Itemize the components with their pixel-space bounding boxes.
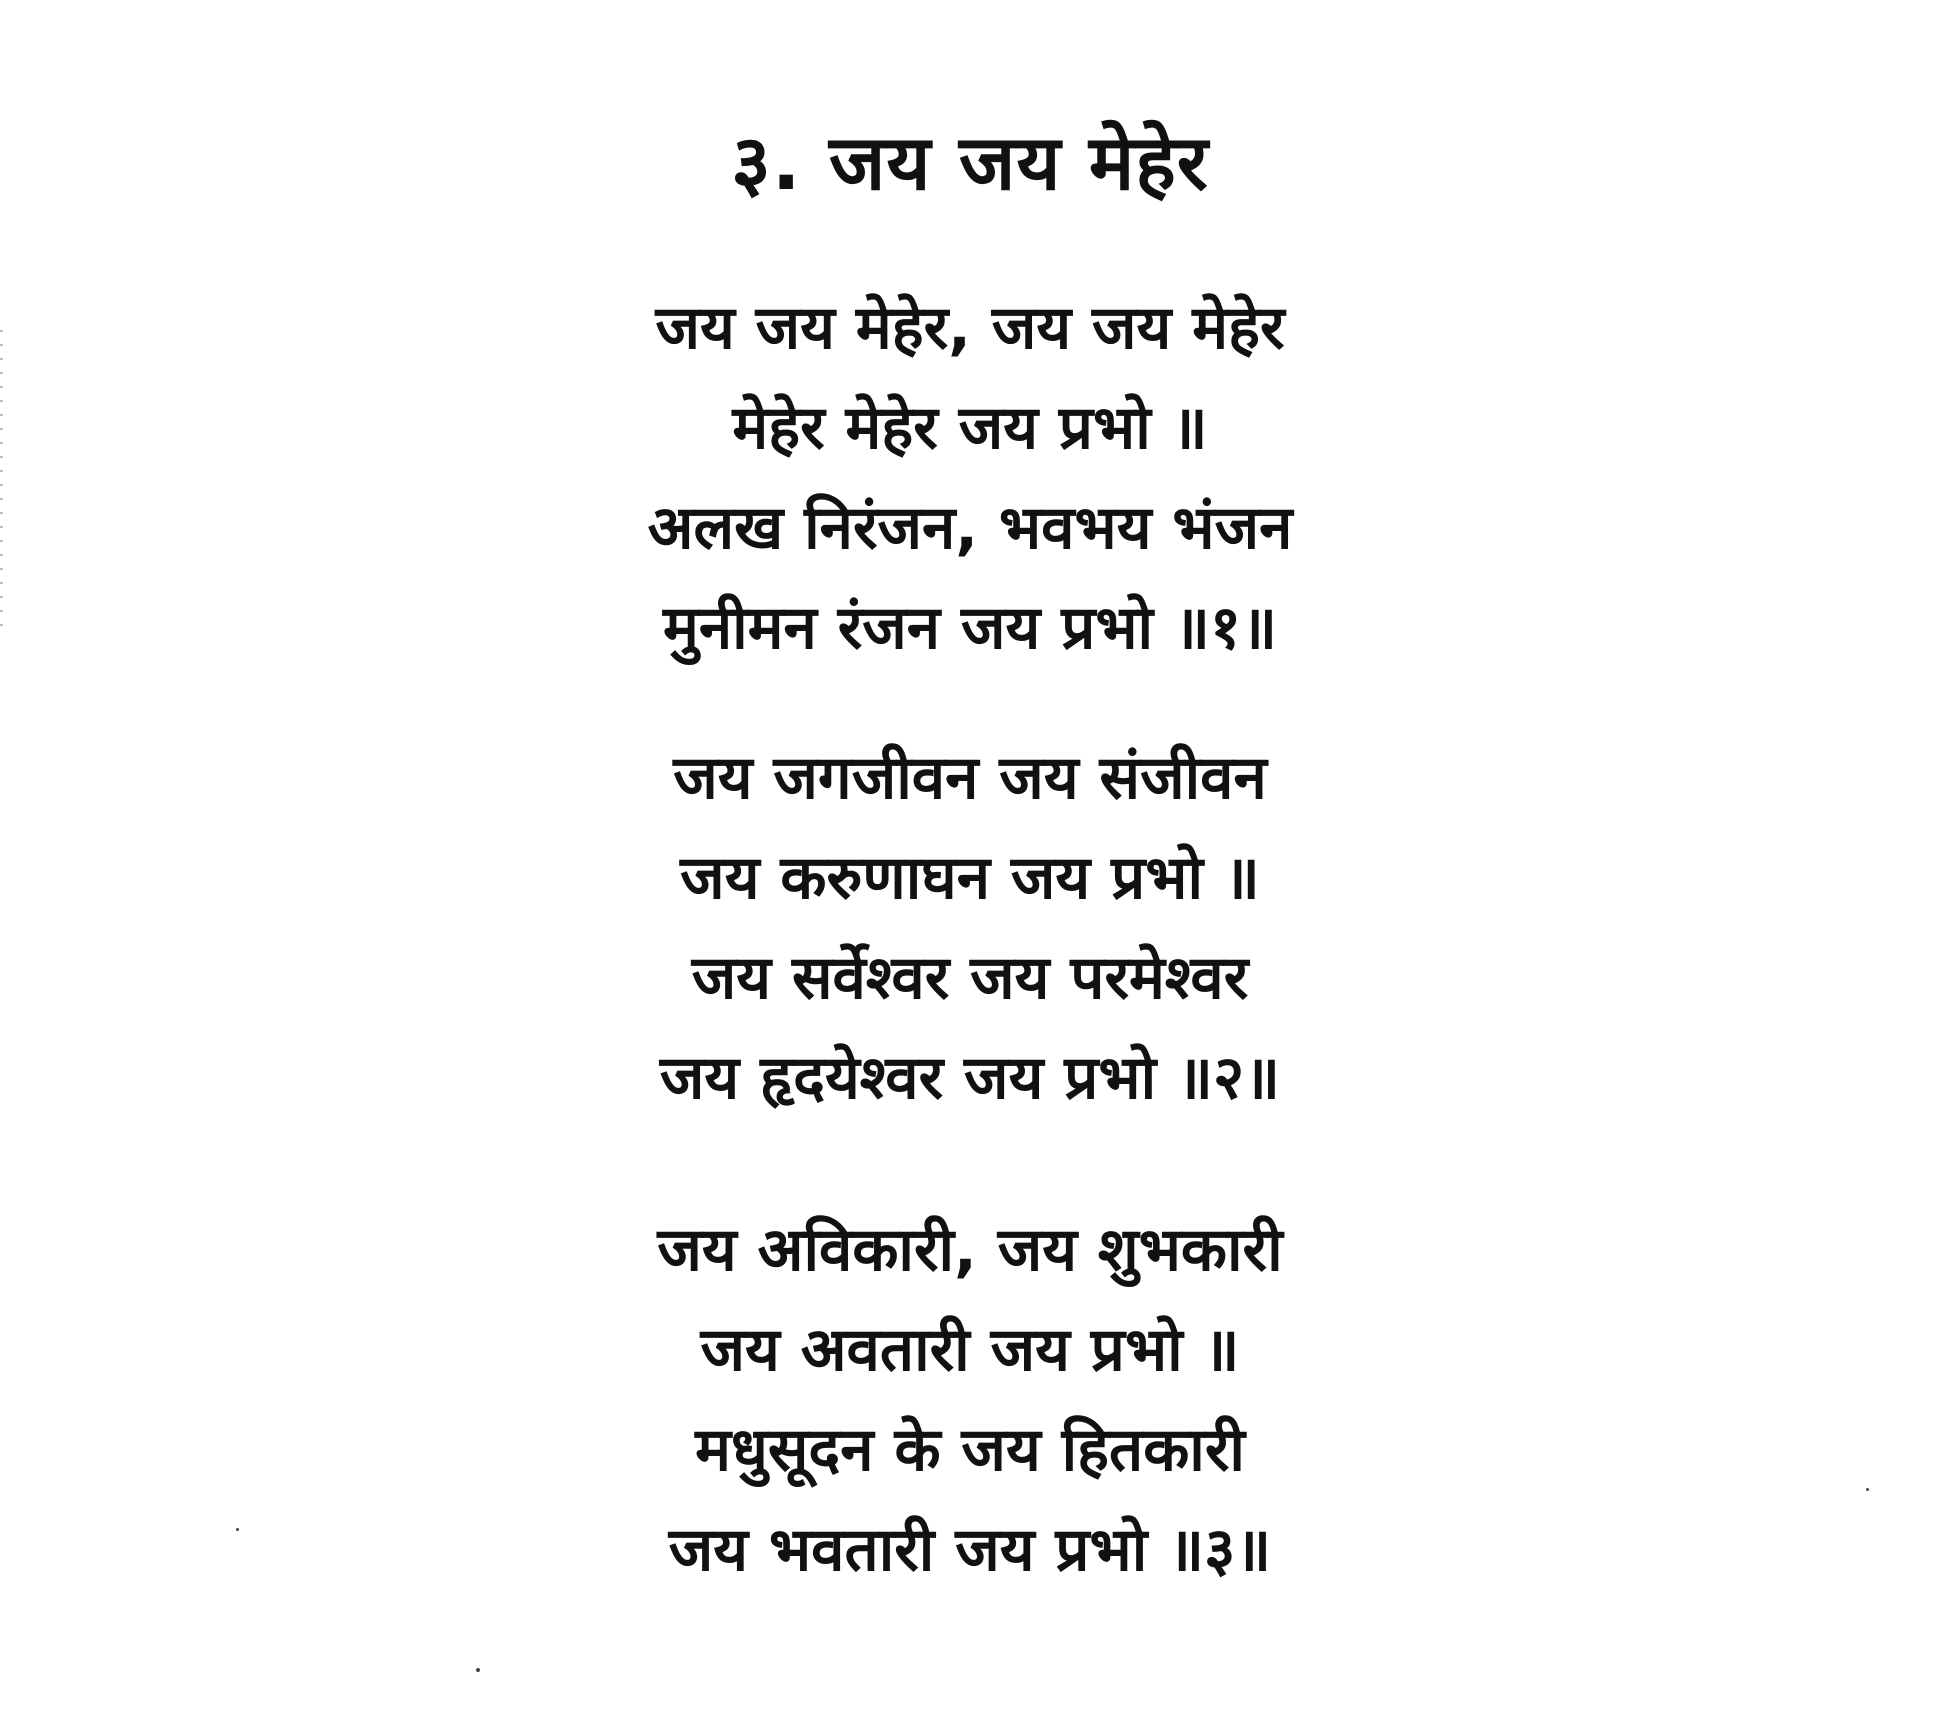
verse-line: जय करुणाघन जय प्रभो ॥ — [680, 843, 1260, 913]
stanza-2 — [0, 728, 1940, 1128]
scan-speck — [236, 1528, 239, 1531]
verse-line: जय जगजीवन जय संजीवन — [673, 743, 1267, 813]
scan-speck — [476, 1668, 480, 1672]
verse-line: जय अवतारी जय प्रभो ॥ — [700, 1315, 1240, 1385]
scan-speck — [1866, 1488, 1869, 1491]
verse-line: मधुसूदन के जय हितकारी — [695, 1415, 1245, 1485]
stanza-1 — [0, 278, 1940, 678]
stanza-3 — [0, 1200, 1940, 1600]
verse-line: जय भवतारी जय प्रभो ॥३॥ — [668, 1515, 1272, 1585]
verse-line: जय हृदयेश्वर जय प्रभो ॥२॥ — [659, 1043, 1281, 1113]
verse-line: अलख निरंजन, भवभय भंजन — [647, 493, 1293, 563]
verse-line: मेहेर मेहेर जय प्रभो ॥ — [732, 393, 1208, 463]
verse-line: जय जय मेहेर, जय जय मेहेर — [655, 293, 1285, 363]
verse-line: जय सर्वेश्वर जय परमेश्वर — [691, 943, 1249, 1013]
verse-line: जय अविकारी, जय शुभकारी — [657, 1215, 1283, 1285]
verse-line: मुनीमन रंजन जय प्रभो ॥१॥ — [662, 593, 1278, 663]
song-title: ३. जय जय मेहेर — [731, 117, 1209, 207]
